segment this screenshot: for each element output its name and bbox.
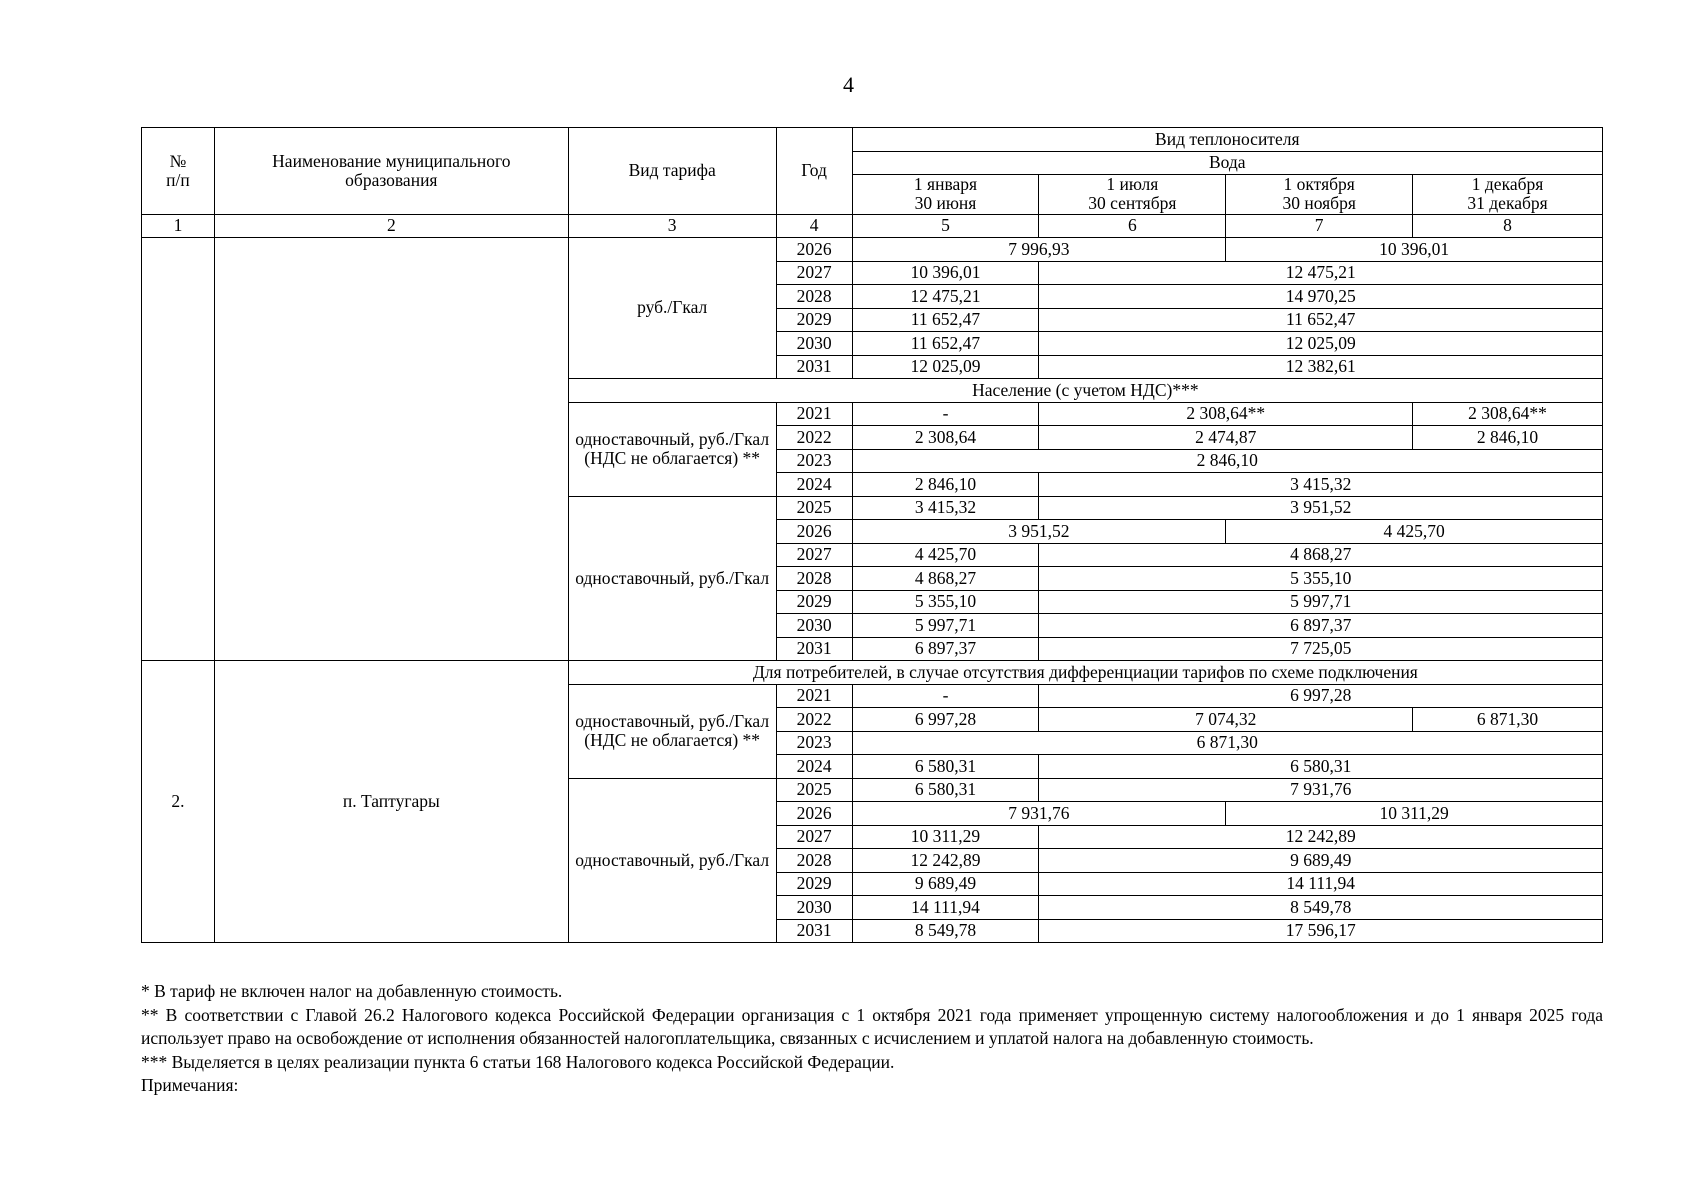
header-year: Год — [776, 128, 852, 215]
tariff-value-cell: 3 415,32 — [852, 496, 1039, 520]
tariff-value-cell: 3 951,52 — [1039, 496, 1603, 520]
year-cell: 2028 — [776, 849, 852, 873]
tariff-value-cell: 5 355,10 — [1039, 567, 1603, 591]
tariff-value-cell: 6 580,31 — [1039, 755, 1603, 779]
footnote-2: ** В соответствии с Главой 26.2 Налогового кодекса Российской Федерации организация с 1 октября 2021 года применяет упрощенную систему налогообложения и до 1 января 2025 года использует право на освобождение от исполнения обязанностей налогоплательщика, связанных с исчислением и уплатой налога на добавленную стоимость. — [141, 1004, 1603, 1048]
column-number: 4 — [776, 214, 852, 238]
year-cell: 2029 — [776, 590, 852, 614]
year-cell: 2023 — [776, 449, 852, 473]
tariff-type-cell: одноставочный, руб./Гкал (НДС не облагается) ** — [568, 684, 776, 778]
row-number-cell: 2. — [142, 661, 215, 943]
tariff-value-cell: 2 308,64** — [1039, 402, 1413, 426]
consumers-label: Для потребителей, в случае отсутствия дифференциации тарифов по схеме подключения — [568, 661, 1602, 685]
year-cell: 2024 — [776, 755, 852, 779]
tariff-value-cell: 5 355,10 — [852, 590, 1039, 614]
tariff-value-cell: 5 997,71 — [852, 614, 1039, 638]
tariff-value-cell: 12 475,21 — [852, 285, 1039, 309]
year-cell: 2023 — [776, 731, 852, 755]
tariff-value-cell: 10 396,01 — [1226, 238, 1603, 262]
year-cell: 2021 — [776, 684, 852, 708]
tariff-value-cell: 2 846,10 — [1413, 426, 1603, 450]
tariff-value-cell: 17 596,17 — [1039, 919, 1603, 943]
tariff-value-cell: 2 846,10 — [852, 449, 1602, 473]
municipality-cell: п. Таптугары — [214, 661, 568, 943]
column-number: 3 — [568, 214, 776, 238]
tariff-value-cell: 4 868,27 — [1039, 543, 1603, 567]
tariff-value-cell: 11 652,47 — [1039, 308, 1603, 332]
year-cell: 2022 — [776, 708, 852, 732]
year-cell: 2030 — [776, 896, 852, 920]
year-cell: 2025 — [776, 778, 852, 802]
tariff-type-cell: одноставочный, руб./Гкал (НДС не облагается) ** — [568, 402, 776, 496]
tariff-value-cell: 11 652,47 — [852, 308, 1039, 332]
tariff-type-cell: одноставочный, руб./Гкал — [568, 496, 776, 661]
year-cell: 2027 — [776, 543, 852, 567]
tariff-value-cell: 10 311,29 — [1226, 802, 1603, 826]
tariff-value-cell: 12 025,09 — [1039, 332, 1603, 356]
tariff-value-cell: 6 897,37 — [1039, 614, 1603, 638]
header-period-4: 1 декабря 31 декабря — [1413, 175, 1603, 215]
tariff-value-cell: 2 308,64 — [852, 426, 1039, 450]
notes-heading: Примечания: — [141, 1075, 239, 1095]
tariff-value-cell: 7 931,76 — [1039, 778, 1603, 802]
year-cell: 2028 — [776, 567, 852, 591]
tariff-value-cell: 5 997,71 — [1039, 590, 1603, 614]
column-number: 6 — [1039, 214, 1226, 238]
column-number: 2 — [214, 214, 568, 238]
header-water: Вода — [852, 151, 1602, 175]
tariff-table — [141, 127, 1603, 943]
header-num: № п/п — [142, 128, 215, 215]
population-label: Население (с учетом НДС)*** — [568, 379, 1602, 403]
tariff-value-cell: 3 415,32 — [1039, 473, 1603, 497]
tariff-value-cell: - — [852, 684, 1039, 708]
year-cell: 2030 — [776, 332, 852, 356]
tariff-type-cell: руб./Гкал — [568, 238, 776, 379]
tariff-value-cell: 2 474,87 — [1039, 426, 1413, 450]
tariff-value-cell: 3 951,52 — [852, 520, 1226, 544]
tariff-value-cell: 7 996,93 — [852, 238, 1226, 262]
year-cell: 2031 — [776, 919, 852, 943]
year-cell: 2029 — [776, 872, 852, 896]
year-cell: 2021 — [776, 402, 852, 426]
tariff-value-cell: 6 997,28 — [852, 708, 1039, 732]
header-heat-carrier: Вид теплоносителя — [852, 128, 1602, 152]
tariff-value-cell: 9 689,49 — [1039, 849, 1603, 873]
tariff-value-cell: - — [852, 402, 1039, 426]
year-cell: 2029 — [776, 308, 852, 332]
tariff-value-cell: 12 382,61 — [1039, 355, 1603, 379]
column-number: 8 — [1413, 214, 1603, 238]
year-cell: 2026 — [776, 238, 852, 262]
tariff-value-cell: 10 396,01 — [852, 261, 1039, 285]
tariff-value-cell: 6 897,37 — [852, 637, 1039, 661]
tariff-value-cell: 10 311,29 — [852, 825, 1039, 849]
year-cell: 2026 — [776, 802, 852, 826]
footnote-1: * В тариф не включен налог на добавленную стоимость. — [141, 981, 563, 1001]
tariff-value-cell: 6 580,31 — [852, 778, 1039, 802]
year-cell: 2031 — [776, 355, 852, 379]
header-period-1: 1 января 30 июня — [852, 175, 1039, 215]
row-number-cell — [142, 238, 215, 661]
year-cell: 2031 — [776, 637, 852, 661]
year-cell: 2027 — [776, 825, 852, 849]
tariff-type-cell: одноставочный, руб./Гкал — [568, 778, 776, 943]
tariff-value-cell: 6 580,31 — [852, 755, 1039, 779]
tariff-value-cell: 8 549,78 — [852, 919, 1039, 943]
column-number: 7 — [1226, 214, 1413, 238]
tariff-value-cell: 8 549,78 — [1039, 896, 1603, 920]
header-tariff-type: Вид тарифа — [568, 128, 776, 215]
header-period-2: 1 июля 30 сентября — [1039, 175, 1226, 215]
tariff-value-cell: 9 689,49 — [852, 872, 1039, 896]
column-number: 1 — [142, 214, 215, 238]
tariff-value-cell: 4 425,70 — [1226, 520, 1603, 544]
year-cell: 2028 — [776, 285, 852, 309]
tariff-value-cell: 11 652,47 — [852, 332, 1039, 356]
tariff-value-cell: 12 242,89 — [852, 849, 1039, 873]
tariff-value-cell: 4 868,27 — [852, 567, 1039, 591]
tariff-value-cell: 6 871,30 — [852, 731, 1602, 755]
column-numbers-row — [142, 214, 1603, 238]
municipality-cell — [214, 238, 568, 661]
tariff-value-cell: 7 725,05 — [1039, 637, 1603, 661]
footnotes — [141, 980, 1603, 1098]
year-cell: 2022 — [776, 426, 852, 450]
tariff-value-cell: 14 111,94 — [1039, 872, 1603, 896]
year-cell: 2027 — [776, 261, 852, 285]
header-period-3: 1 октября 30 ноября — [1226, 175, 1413, 215]
tariff-value-cell: 4 425,70 — [852, 543, 1039, 567]
consumers-label-row — [142, 661, 1603, 685]
tariff-value-cell: 12 025,09 — [852, 355, 1039, 379]
tariff-value-cell: 14 111,94 — [852, 896, 1039, 920]
year-cell: 2024 — [776, 473, 852, 497]
column-number: 5 — [852, 214, 1039, 238]
tariff-value-cell: 7 074,32 — [1039, 708, 1413, 732]
tariff-value-cell: 7 931,76 — [852, 802, 1226, 826]
tariff-value-cell: 12 242,89 — [1039, 825, 1603, 849]
tariff-value-cell: 14 970,25 — [1039, 285, 1603, 309]
footnote-3: *** Выделяется в целях реализации пункта 6 статьи 168 Налогового кодекса Российской Федерации. — [141, 1051, 895, 1072]
tariff-value-cell: 12 475,21 — [1039, 261, 1603, 285]
page-number: 4 — [843, 72, 854, 97]
year-cell: 2030 — [776, 614, 852, 638]
tariff-value-cell: 6 997,28 — [1039, 684, 1603, 708]
tariff-value-cell: 6 871,30 — [1413, 708, 1603, 732]
header-municipality: Наименование муниципального образования — [214, 128, 568, 215]
tariff-value-cell: 2 308,64** — [1413, 402, 1603, 426]
table-row — [142, 238, 1603, 262]
tariff-value-cell: 2 846,10 — [852, 473, 1039, 497]
year-cell: 2025 — [776, 496, 852, 520]
year-cell: 2026 — [776, 520, 852, 544]
